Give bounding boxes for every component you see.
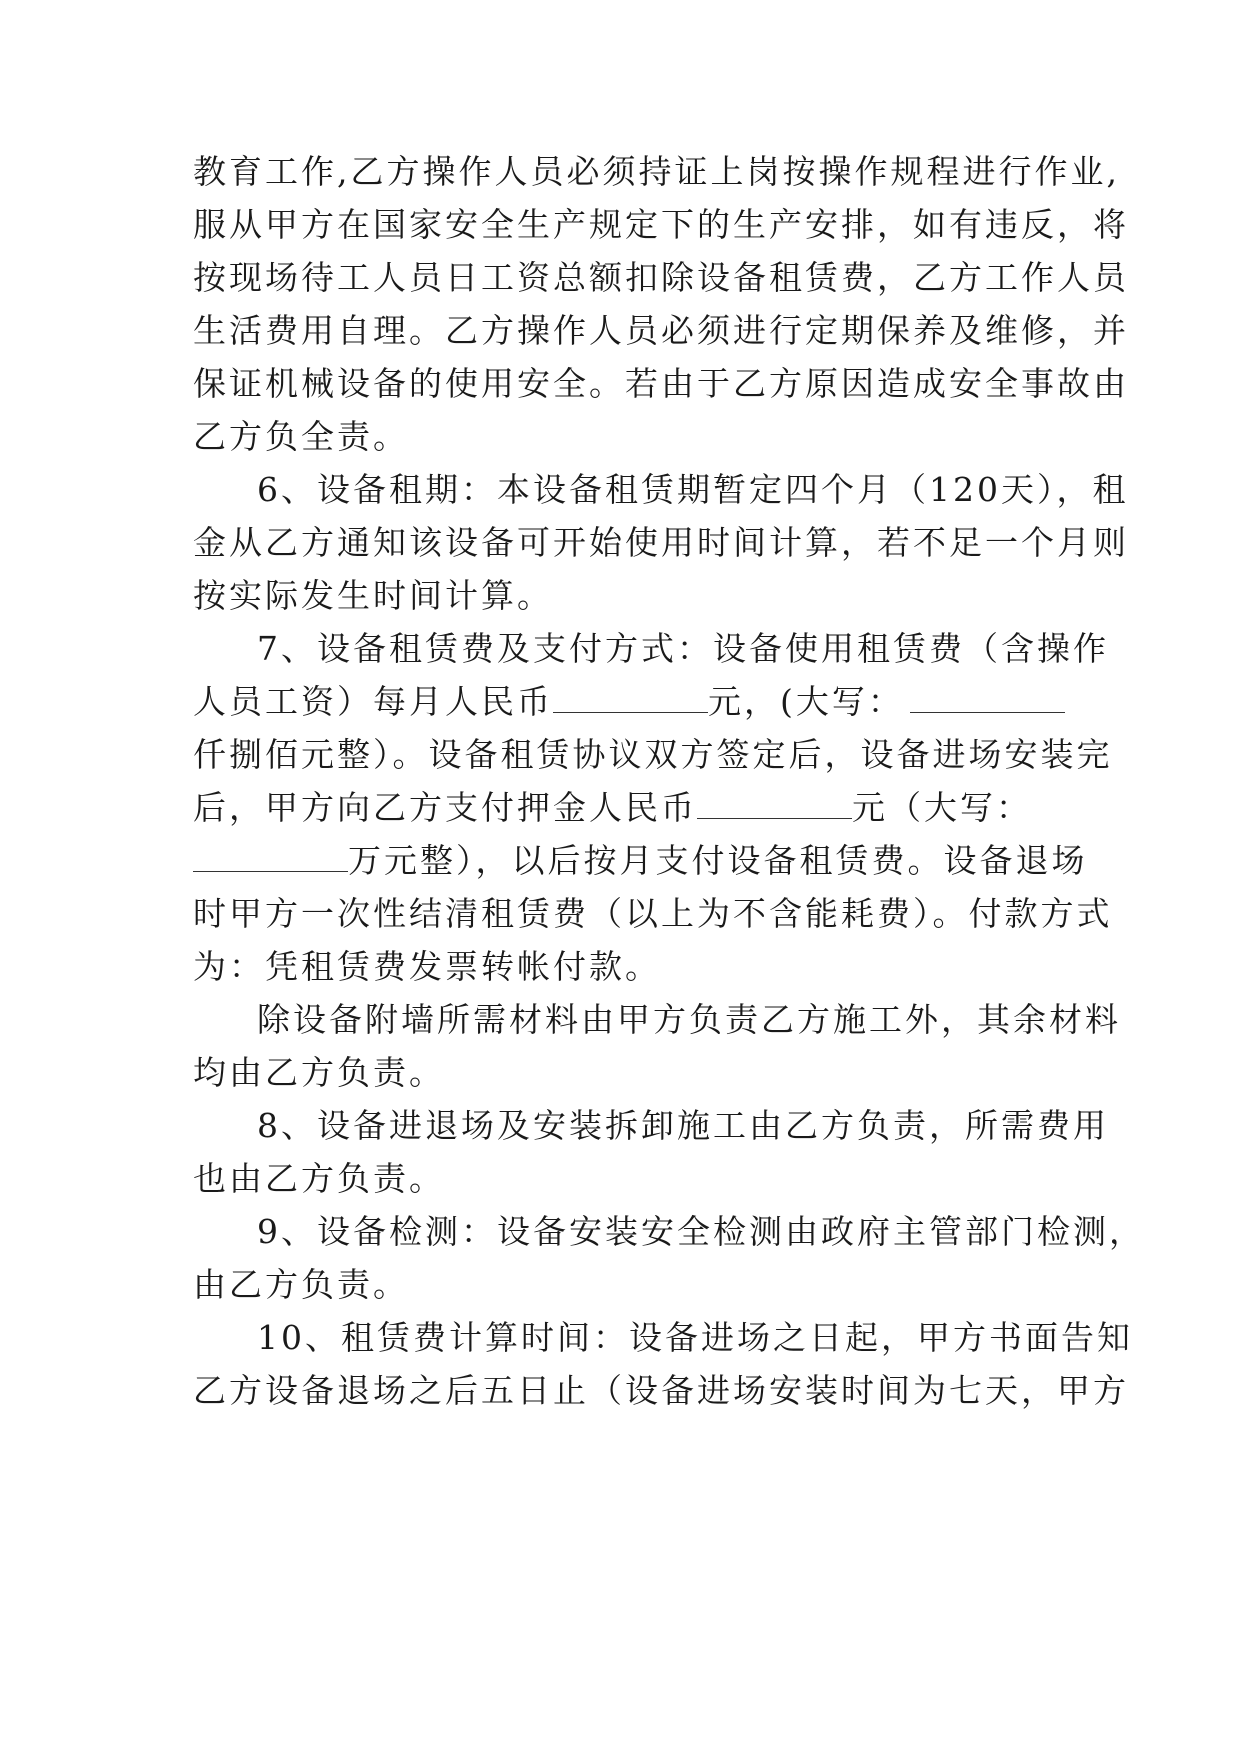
text-line-with-blanks: [193, 841, 1093, 881]
text-line: 乙方设备退场之后五日止（设备进场安装时间为七天，甲方: [193, 1371, 1129, 1410]
paragraph-start: 除设备附墙所需材料由甲方负责乙方施工外，其余材料: [257, 1000, 1121, 1039]
clause-9-heading: 9、设备检测：设备安装安全检测由政府主管部门检测，: [257, 1212, 1145, 1251]
amount-blank[interactable]: [553, 684, 708, 713]
text-line: 保证机械设备的使用安全。若由于乙方原因造成安全事故由: [193, 364, 1129, 403]
deposit-words-blank[interactable]: [193, 843, 348, 872]
clause-7-heading: 7、设备租赁费及支付方式：设备使用租赁费（含操作: [257, 629, 1109, 668]
text-line: 生活费用自理。乙方操作人员必须进行定期保养及维修，并: [193, 311, 1129, 350]
text-line-with-blanks: [193, 788, 1093, 828]
text-line: 按实际发生时间计算。: [193, 576, 553, 615]
text-line: 均由乙方负责。: [193, 1053, 445, 1092]
clause-6-heading: 6、设备租期：本设备租赁期暂定四个月（120天），租: [257, 470, 1129, 509]
text-line: 由乙方负责。: [193, 1265, 409, 1304]
text-line-with-blanks: [193, 682, 1093, 722]
text-line: 为：凭租赁费发票转帐付款。: [193, 947, 661, 986]
line-segment: 元（大写：: [852, 788, 1032, 827]
line-segment: 元，(大写：: [708, 682, 904, 721]
text-line: 金从乙方通知该设备可开始使用时间计算，若不足一个月则: [193, 523, 1129, 562]
text-line: 仟捌佰元整）。设备租赁协议双方签定后，设备进场安装完: [193, 735, 1113, 774]
amount-words-blank[interactable]: [910, 684, 1065, 713]
line-segment: 人员工资）每月人民币: [193, 682, 553, 721]
deposit-blank[interactable]: [697, 790, 852, 819]
text-line: 也由乙方负责。: [193, 1159, 445, 1198]
text-line: 教育工作,乙方操作人员必须持证上岗按操作规程进行作业,: [193, 152, 1120, 191]
line-segment: 后，甲方向乙方支付押金人民币: [193, 788, 697, 827]
text-line: 乙方负全责。: [193, 417, 409, 456]
clause-8-heading: 8、设备进退场及安装拆卸施工由乙方负责，所需费用: [257, 1106, 1109, 1145]
text-line: 服从甲方在国家安全生产规定下的生产安排，如有违反，将: [193, 205, 1129, 244]
text-line: 按现场待工人员日工资总额扣除设备租赁费，乙方工作人员: [193, 258, 1129, 297]
clause-10-heading: 10、租赁费计算时间：设备进场之日起，甲方书面告知: [257, 1318, 1133, 1357]
text-line: 时甲方一次性结清租赁费（以上为不含能耗费）。付款方式: [193, 894, 1113, 933]
line-segment: 万元整），以后按月支付设备租赁费。设备退场: [348, 841, 1088, 880]
